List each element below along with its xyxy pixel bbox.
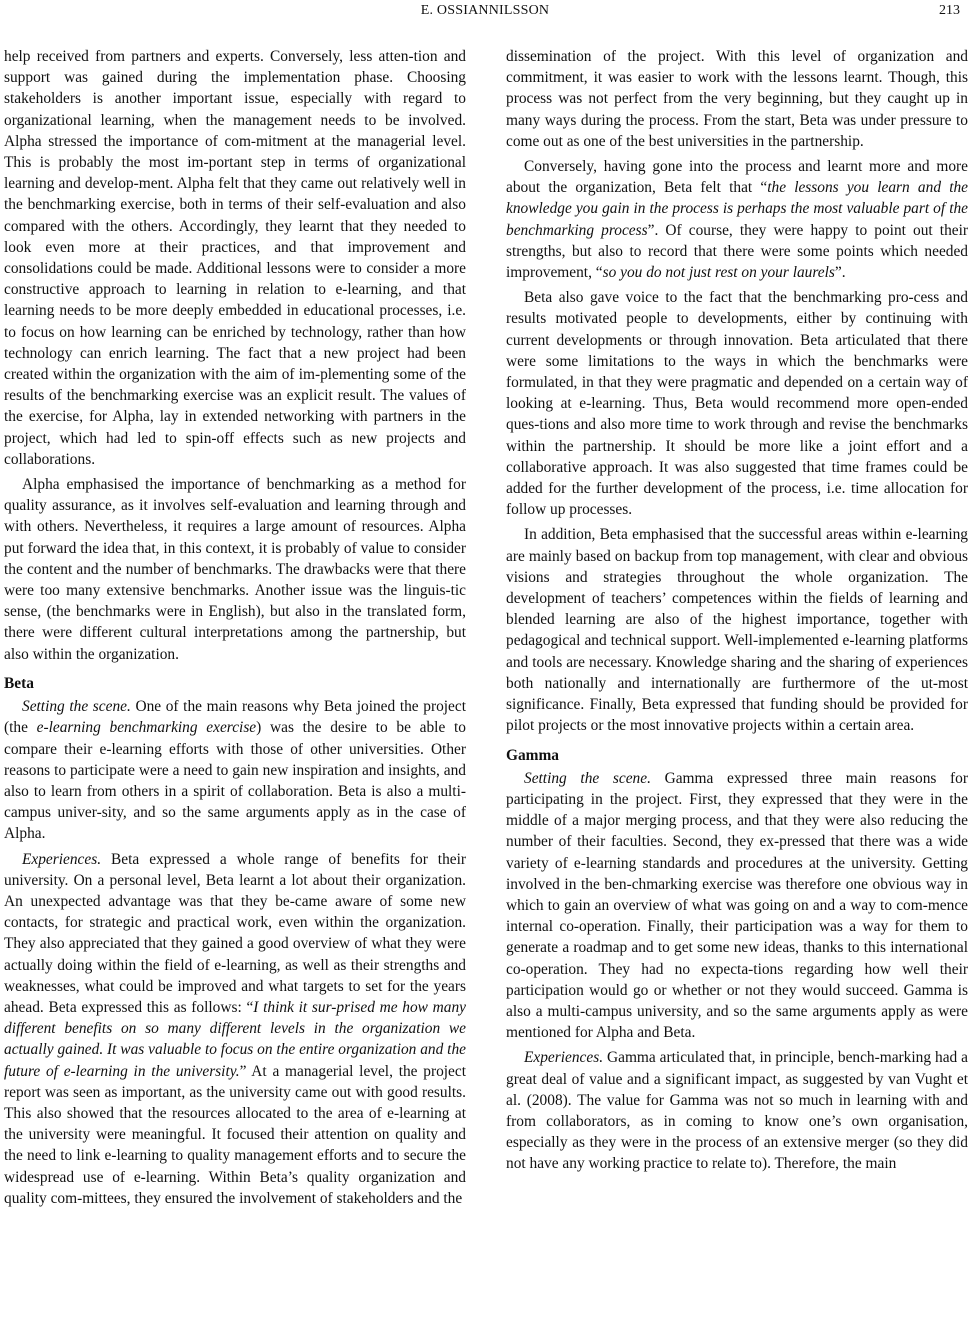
emphasis-text: e-learning benchmarking exercise xyxy=(36,719,257,737)
paragraph-text: ” At a managerial level, the project report was seen as important, as the university came out with good results. This also showed that the resources allocated to the area of e-learning at the university were meaningful. It focused their attention on quality and the need to link e-learning to quality management efforts and to secure the widespread use of e-learning. Within Beta’s quality organization and quality com-mittees, they ensured the involvement of stakeholders and the xyxy=(4,1062,466,1207)
run-in-heading: Experiences. xyxy=(22,850,102,868)
run-in-heading: Experiences. xyxy=(524,1049,604,1067)
quotation: so you do not just rest on your laurels xyxy=(602,264,835,282)
paragraph-text: ”. xyxy=(834,264,846,282)
paragraph: Alpha emphasised the importance of benchmarking as a method for quality assurance, as it involves self-evaluation and learning through and with others. Nevertheless, it requires a large amount of resources. Alpha put forward the idea that, in this context, it is probably of value to consider the content and the number of benchmarks. The drawbacks were that there were too many extensive benchmarks. Another issue was the linguis-tic sense, (the benchmarks were in English), but also in the translated form, there were different cultural interpretations among the partnership, but also within the organization. xyxy=(4,476,466,663)
paragraph xyxy=(506,1047,968,1174)
paragraph: In addition, Beta emphasised that the successful areas within e-learning are mainly based on backup from top management, with clear and obvious visions and strategies throughout the whole organization. The development of teachers’ competences within the fields of learning and blended learning are also of the highest importance, together with pedagogical and technical support. Well-implemented e-learning platforms and tools are necessary. Knowledge sharing and the sharing of experiences both nationally and internationally are furthermore of the ut-most significance. Finally, Beta expressed that funding should be provided for pilot projects or the most innovative projects within a certain area. xyxy=(506,526,968,735)
running-head xyxy=(0,0,970,24)
paragraph xyxy=(4,696,466,844)
paragraph-text: Beta expressed a whole range of benefits for their university. On a personal level, Beta learnt a lot about their organization. An unexpected advantage was that they be-came aware of some new contacts, for strategic and practical work, even within the organization. They also appreciated that they gained a good overview of what they were actually doing within the field of e-learning, as well as their strengths and weaknesses, what could be improved and what targets to set for the years ahead. Beta expressed this as follows: “ xyxy=(4,850,466,1016)
quotation: I think it sur-prised me how many different benefits on so many different levels in the organization we actually gained. It was valuable to focus on the entire organization and the future of e-learning in the university. xyxy=(4,998,466,1080)
running-head-author: E. OSSIANNILSSON xyxy=(420,3,550,18)
quotation: the lessons you learn and the knowledge you gain in the process is perhaps the most valuable part of the benchmarking process xyxy=(506,179,968,239)
paragraph xyxy=(506,768,968,1044)
paragraph-text: ) was the desire to be able to compare their e-learning efforts with those of other universities. Other reasons to participate were a need to gain new inspiration and insights, and also to learn from others in a spirit of collaboration. Beta is also a multi-campus univer-sity, and so the same arguments apply as in the case of Alpha. xyxy=(4,719,466,843)
paragraph-text: Gamma articulated that, in principle, bench-marking had a great deal of value and a significant impact, as suggested by van Vught et al. (2008). The value for Gamma was not so much in learning with and from collaborators, as in coming to know one’s own organisation, especially as they were in the process of an extensive merger (so they did not have any working practice to relate to). Therefore, the main xyxy=(506,1049,968,1173)
page-number: 213 xyxy=(939,3,960,18)
paragraph xyxy=(506,156,968,283)
section-heading-gamma: Gamma xyxy=(506,746,560,764)
run-in-heading: Setting the scene. xyxy=(22,698,131,716)
paragraph-text: ”. Of course, they were happy to point out their strengths, but also to record that there were some points which needed improvement, “ xyxy=(506,221,968,282)
run-in-heading: Setting the scene. xyxy=(524,769,651,787)
paragraph xyxy=(4,849,466,1209)
right-column xyxy=(506,46,968,1179)
paragraph-text: One of the main reasons why Beta joined the project (the xyxy=(4,698,466,737)
paragraph: dissemination of the project. With this level of organization and commitment, it was easier to work with the lessons learnt. Though, this process was not perfect from the very beginning, but they caught up in many ways during the process. From the start, Beta was under pressure to come out as one of the best universities in the partnership. xyxy=(506,48,968,150)
section-heading-beta: Beta xyxy=(4,674,34,692)
paragraph-text: Gamma expressed three main reasons for participating in the project. First, they expressed that they were in the middle of a major merging process, and that they were also reducing the number of their faculties. Second, they ex-pressed that there was a wide variety of e-learning standards and procedures at the university. Getting involved in the ben-chmarking exercise was therefore one obvious way in which to gain an overview of what was going on and a way to com-mence internal co-operation. Finally, their participation was a way for them to generate a roadmap and to get some new ideas, thanks to this international co-operation. They had no expecta-tions regarding how well their participation would go or whether or not they would succeed. Gamma is also a multi-campus university, and so the same arguments apply as were mentioned for Alpha and Beta. xyxy=(506,769,968,1042)
paragraph-text: Conversely, having gone into the process and learnt more and more about the organization, Beta felt that “ xyxy=(506,158,968,197)
paragraph: help received from partners and experts. Conversely, less atten-tion and support was gained during the implementation phase. Choosing stakeholders is another important issue, especially with regard to organizational learning, when the management needs to be involved. Alpha stressed the importance of com-mitment at the managerial level. This is probably the most im-portant step in terms of organizational learning and develop-ment. Alpha felt that they came out relatively well in the benchmarking exercise, both in terms of their self-evaluation and also compared with the others. Accordingly, they learnt that they needed to look even more at their practices, and that improvement and consolidations could be made. Additional lessons were to consider a more constructive approach to learning in relation to e-learning, and that learning needs to be more deeply embedded in educational processes, i.e. to focus on how learning can be enriched by technology, rather than how technology can enrich learning. The fact that a new project had been created within the organization with the aim of im-plementing some of the results of the benchmarking exercise was an explicit result. The values of the exercise, for Alpha, lay in extended networking with partners in the project, which had led to spin-off effects such as new projects and collaborations. xyxy=(4,48,466,468)
left-column xyxy=(4,46,466,1213)
paragraph: Beta also gave voice to the fact that the benchmarking pro-cess and results motivated people to developments, either by continuing with current developments or through innovation. Beta articulated that there were some limitations to the ways in which the benchmarks were formulated, in that they were pragmatic and depended on a certain way of looking at e-learning. Thus, Beta would recommend more open-ended ques-tions and also more time to work through and revise the benchmarks within the partnership. It should be more like a joint effort and a collaborative approach. It was also suggested that time frames could be added for the further development of the process, i.e. time allocation for follow up processes. xyxy=(506,289,968,519)
